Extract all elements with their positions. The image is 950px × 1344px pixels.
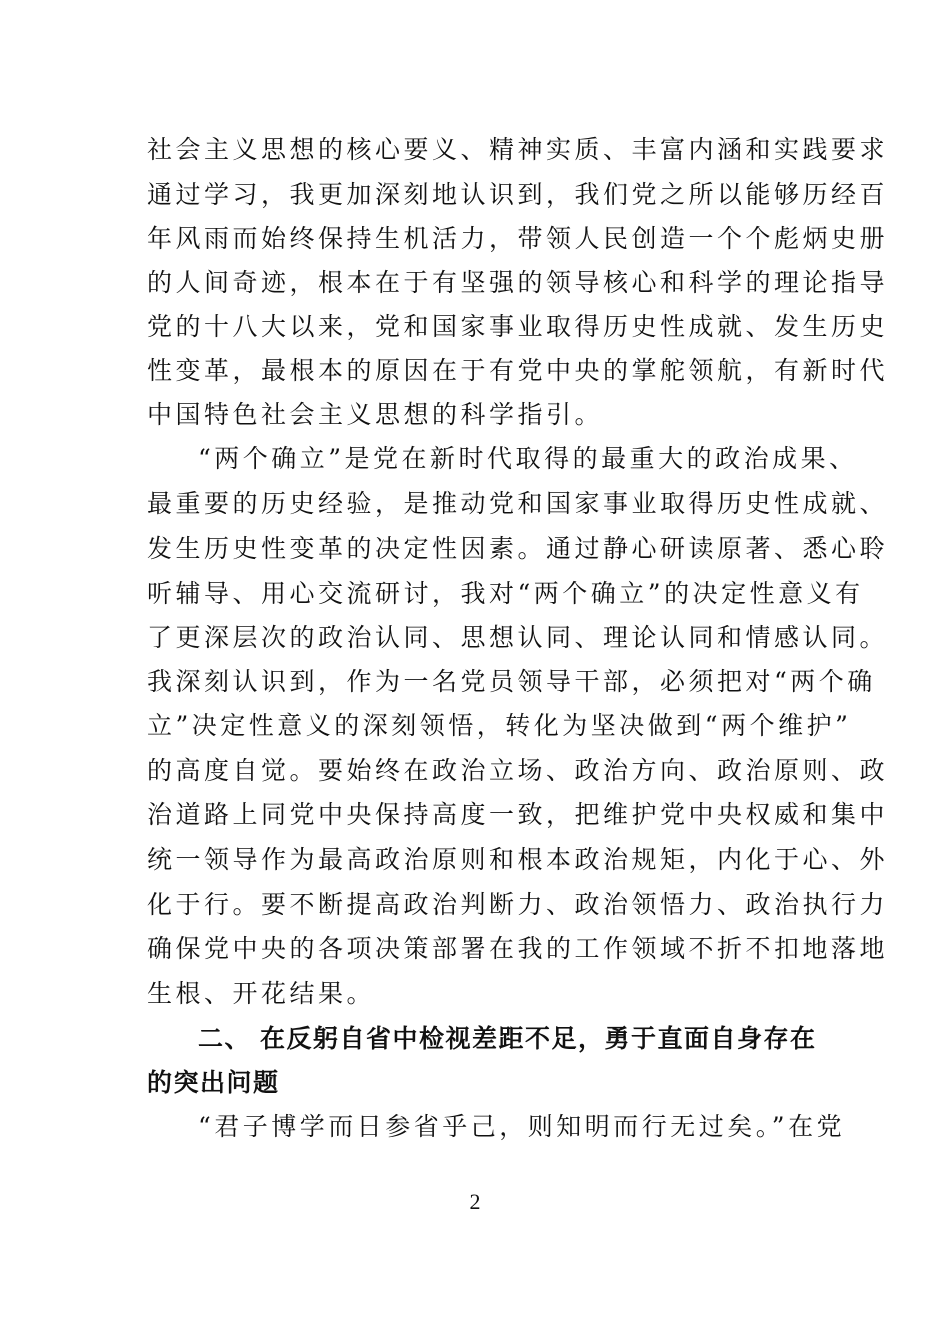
paragraph-first-line: “君子博学而日参省乎己，则知明而行无过矣。”在党 (198, 1112, 846, 1141)
body-line: 发生历史性变革的决定性因素。通过静心研读原著、悉心聆 (147, 534, 889, 563)
body-line: 的高度自觉。要始终在政治立场、政治方向、政治原则、政 (147, 756, 889, 785)
section-heading (198, 1024, 817, 1054)
body-line: 生根、开花结果。 (147, 979, 376, 1008)
body-line: 通过学习，我更加深刻地认识到，我们党之所以能够历经百 (147, 180, 889, 209)
paragraph-first-line: “两个确立”是党在新时代取得的最重大的政治成果、 (198, 444, 858, 473)
section-heading-text: 在反躬自省中检视差距不足，勇于直面自身存在 (260, 1024, 817, 1053)
body-line: 中国特色社会主义思想的科学指引。 (147, 400, 604, 429)
body-line: 确保党中央的各项决策部署在我的工作领域不折不扣地落地 (147, 934, 889, 963)
body-line: 最重要的历史经验，是推动党和国家事业取得历史性成就、 (147, 489, 889, 518)
body-line: 立”决定性意义的深刻领悟，转化为坚决做到“两个维护” (147, 711, 852, 740)
section-heading-continued: 的突出问题 (147, 1068, 280, 1097)
body-line: 听辅导、用心交流研讨，我对“两个确立”的决定性意义有 (147, 579, 864, 608)
body-line: 年风雨而始终保持生机活力，带领人民创造一个个彪炳史册 (147, 224, 889, 253)
body-line: 治道路上同党中央保持高度一致，把维护党中央权威和集中 (147, 800, 889, 829)
section-number: 二、 (198, 1024, 252, 1053)
body-line: 的人间奇迹，根本在于有坚强的领导核心和科学的理论指导 (147, 268, 889, 297)
body-line: 了更深层次的政治认同、思想认同、理论认同和情感认同。 (147, 623, 889, 652)
page-number: 2 (469, 1189, 481, 1214)
body-line: 社会主义思想的核心要义、精神实质、丰富内涵和实践要求 (147, 135, 889, 164)
body-line: 统一领导作为最高政治原则和根本政治规矩，内化于心、外 (147, 845, 889, 874)
body-line: 我深刻认识到，作为一名党员领导干部，必须把对“两个确 (147, 667, 876, 696)
body-line: 化于行。要不断提高政治判断力、政治领悟力、政治执行力 (147, 890, 889, 919)
body-line: 党的十八大以来，党和国家事业取得历史性成就、发生历史 (147, 312, 889, 341)
body-line: 性变革，最根本的原因在于有党中央的掌舵领航，有新时代 (147, 356, 889, 385)
